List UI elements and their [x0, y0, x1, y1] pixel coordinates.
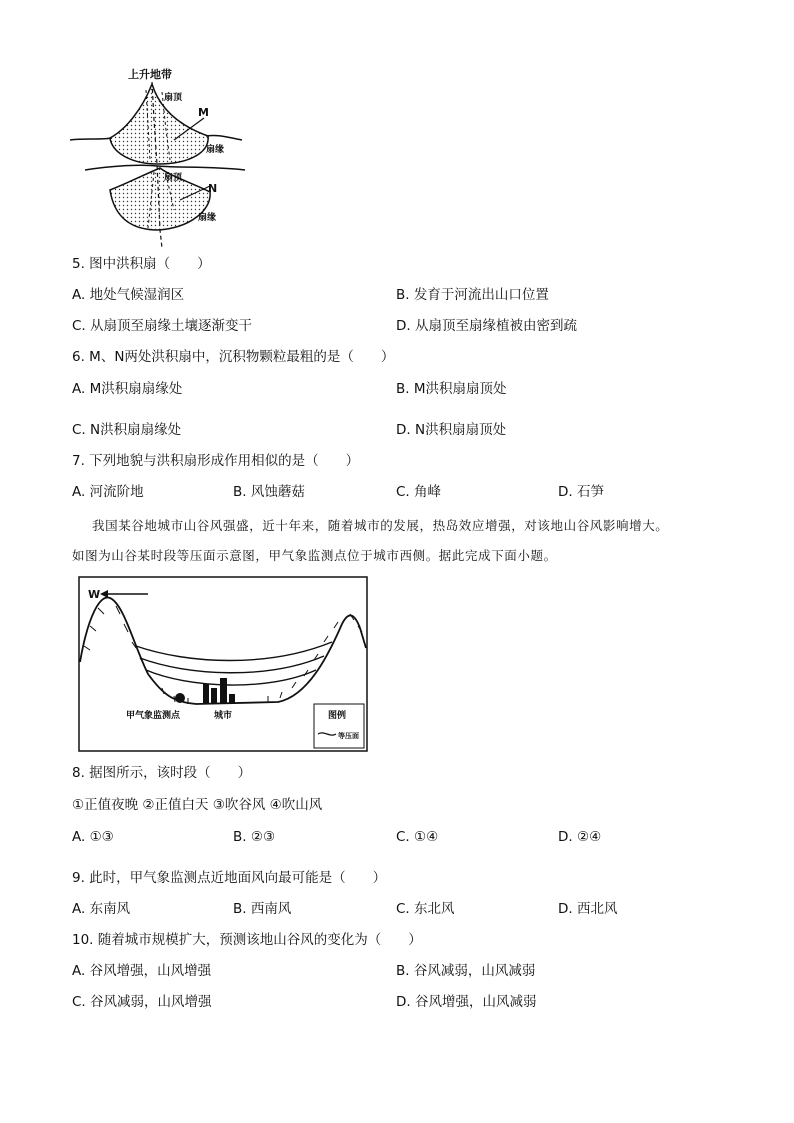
q10-stem: 10. 随着城市规模扩大，预测该地山谷风的变化为（ ） [72, 932, 422, 948]
q9-option-a[interactable]: A. 东南风 [72, 901, 131, 917]
city-label: 城市 [214, 711, 233, 721]
fan-edge-label-n: 扇缘 [198, 213, 217, 223]
q10-option-a[interactable]: A. 谷风增强，山风增强 [72, 963, 212, 979]
passage-line-1: 我国某谷地城市山谷风强盛，近十年来，随着城市的发展，热岛效应增强，对该地山谷风影响增大。 [92, 518, 669, 533]
ground-line-middle [85, 165, 245, 170]
q5-option-a[interactable]: A. 地处气候湿润区 [72, 287, 185, 303]
fan-apex-label-m: 扇顶 [164, 93, 183, 103]
q8-option-b[interactable]: B. ②③ [233, 829, 276, 845]
q10-option-c[interactable]: C. 谷风减弱，山风增强 [72, 994, 212, 1010]
q8-option-a[interactable]: A. ①③ [72, 829, 114, 845]
fan-n-shape [110, 168, 210, 230]
fan-apex-label-n: 扇顶 [164, 173, 183, 183]
station-label: 甲气象监测点 [126, 711, 181, 721]
q8-stem: 8. 据图所示，该时段（ ） [72, 765, 252, 781]
q7-option-c[interactable]: C. 角峰 [396, 484, 442, 500]
ground-line-upper [70, 138, 112, 140]
station-marker [175, 693, 185, 703]
q7-option-a[interactable]: A. 河流阶地 [72, 484, 144, 500]
q6-option-d[interactable]: D. N洪积扇扇顶处 [396, 422, 507, 438]
q5-option-c[interactable]: C. 从扇顶至扇缘土壤逐渐变干 [72, 318, 253, 334]
uplift-zone-label: 上升地带 [128, 68, 172, 81]
q10-option-d[interactable]: D. 谷风增强，山风减弱 [396, 994, 537, 1010]
valley-isobar-figure [78, 576, 370, 754]
q9-option-c[interactable]: C. 东北风 [396, 901, 455, 917]
q9-option-b[interactable]: B. 西南风 [233, 901, 292, 917]
m-label: M [198, 106, 209, 119]
legend-title: 图例 [328, 711, 347, 721]
q7-stem: 7. 下列地貌与洪积扇形成作用相似的是（ ） [72, 453, 360, 469]
q6-option-a[interactable]: A. M洪积扇扇缘处 [72, 381, 183, 397]
q9-option-d[interactable]: D. 西北风 [558, 901, 618, 917]
q5-option-b[interactable]: B. 发育于河流出山口位置 [396, 287, 549, 303]
q7-option-b[interactable]: B. 风蚀蘑菇 [233, 484, 305, 500]
q7-option-d[interactable]: D. 石笋 [558, 484, 604, 500]
fan-edge-label-m: 扇缘 [206, 145, 225, 155]
q5-option-d[interactable]: D. 从扇顶至扇缘植被由密到疏 [396, 318, 577, 334]
q6-stem: 6. M、N两处洪积扇中，沉积物颗粒最粗的是（ ） [72, 349, 395, 365]
passage-line-2: 如图为山谷某时段等压面示意图，甲气象监测点位于城市西侧。据此完成下面小题。 [72, 548, 557, 563]
q8-statements: ①正值夜晚 ②正值白天 ③吹谷风 ④吹山风 [72, 797, 323, 813]
alluvial-fan-figure [70, 60, 250, 250]
west-label: W [88, 588, 101, 601]
fan-m-shape [110, 84, 208, 164]
q8-option-d[interactable]: D. ②④ [558, 829, 602, 845]
q8-option-c[interactable]: C. ①④ [396, 829, 439, 845]
q6-option-c[interactable]: C. N洪积扇扇缘处 [72, 422, 182, 438]
n-label: N [208, 182, 218, 195]
q10-option-b[interactable]: B. 谷风减弱，山风减弱 [396, 963, 536, 979]
q5-stem: 5. 图中洪积扇（ ） [72, 256, 211, 272]
legend-isobar-label: 等压面 [338, 732, 359, 740]
q6-option-b[interactable]: B. M洪积扇扇顶处 [396, 381, 507, 397]
q9-stem: 9. 此时，甲气象监测点近地面风向最可能是（ ） [72, 870, 387, 886]
